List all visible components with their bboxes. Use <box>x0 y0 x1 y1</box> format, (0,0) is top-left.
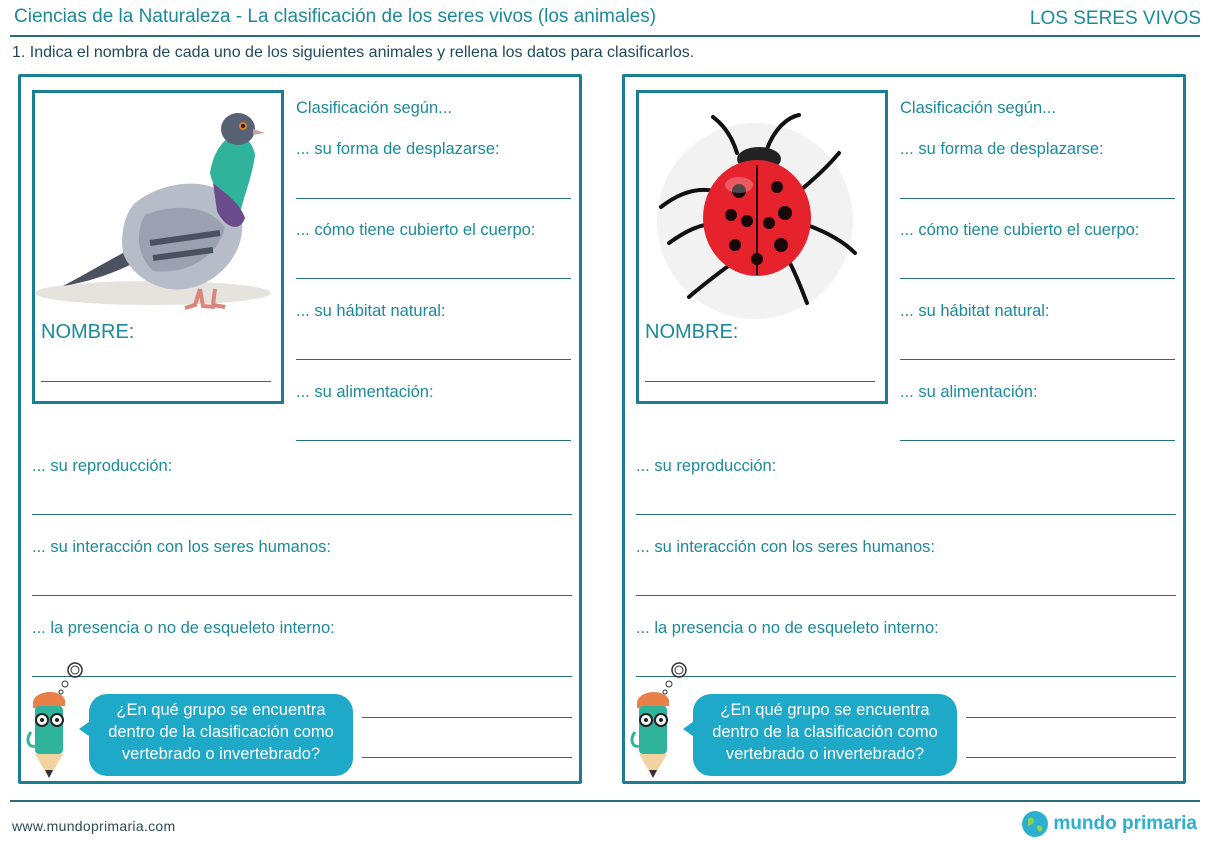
answer-line-group-2[interactable] <box>966 757 1176 758</box>
pigeon-icon <box>35 93 281 323</box>
question-interaction: ... su interacción con los seres humanos: <box>636 538 935 556</box>
brand-name: mundo primaria <box>1053 813 1197 834</box>
question-reproduction: ... su reproducción: <box>636 457 777 475</box>
answer-line-food[interactable] <box>900 440 1175 441</box>
answer-line-group-2[interactable] <box>362 757 572 758</box>
answer-line-interaction[interactable] <box>636 595 1176 596</box>
classification-heading: Clasificación según... <box>900 99 1056 117</box>
name-answer-line[interactable] <box>41 381 271 382</box>
answer-line-interaction[interactable] <box>32 595 572 596</box>
answer-line-food[interactable] <box>296 440 571 441</box>
animal-card-pigeon <box>18 74 582 784</box>
question-food: ... su alimentación: <box>900 383 1038 401</box>
answer-line-covering[interactable] <box>296 278 571 279</box>
question-food: ... su alimentación: <box>296 383 434 401</box>
name-label: NOMBRE: <box>41 321 135 343</box>
animal-card-ladybug <box>622 74 1186 784</box>
header-divider <box>10 35 1200 37</box>
answer-line-habitat[interactable] <box>296 359 571 360</box>
brand-logo[interactable] <box>1021 810 1197 838</box>
question-covering: ... cómo tiene cubierto el cuerpo: <box>900 221 1140 239</box>
page-title: Ciencias de la Naturaleza - La clasificación de los seres vivos (los animales) <box>14 6 657 27</box>
ladybug-icon <box>639 93 885 323</box>
name-answer-line[interactable] <box>645 381 875 382</box>
question-habitat: ... su hábitat natural: <box>900 302 1050 320</box>
question-reproduction: ... su reproducción: <box>32 457 173 475</box>
speech-bubble: ¿En qué grupo se encuentra dentro de la clasificación como vertebrado o invertebrado? <box>693 694 957 776</box>
animal-photo-frame <box>636 90 888 404</box>
answer-line-movement[interactable] <box>296 198 571 199</box>
instruction-text: 1. Indica el nombra de cada uno de los siguientes animales y rellena los datos para clasificarlos. <box>12 44 695 61</box>
globe-icon <box>1021 810 1049 838</box>
question-interaction: ... su interacción con los seres humanos: <box>32 538 331 556</box>
classification-heading: Clasificación según... <box>296 99 452 117</box>
name-label: NOMBRE: <box>645 321 739 343</box>
question-habitat: ... su hábitat natural: <box>296 302 446 320</box>
question-skeleton: ... la presencia o no de esqueleto interno: <box>636 619 939 637</box>
answer-line-reproduction[interactable] <box>636 514 1176 515</box>
answer-line-habitat[interactable] <box>900 359 1175 360</box>
footer-url[interactable]: www.mundoprimaria.com <box>12 818 176 834</box>
answer-line-covering[interactable] <box>900 278 1175 279</box>
answer-line-skeleton[interactable] <box>636 676 1176 677</box>
answer-line-reproduction[interactable] <box>32 514 572 515</box>
speech-bubble: ¿En qué grupo se encuentra dentro de la clasificación como vertebrado o invertebrado? <box>89 694 353 776</box>
question-covering: ... cómo tiene cubierto el cuerpo: <box>296 221 536 239</box>
answer-line-group-1[interactable] <box>362 717 572 718</box>
question-movement: ... su forma de desplazarse: <box>900 140 1104 158</box>
answer-line-movement[interactable] <box>900 198 1175 199</box>
footer-divider <box>10 800 1200 802</box>
question-movement: ... su forma de desplazarse: <box>296 140 500 158</box>
answer-line-skeleton[interactable] <box>32 676 572 677</box>
question-skeleton: ... la presencia o no de esqueleto interno: <box>32 619 335 637</box>
animal-photo-frame <box>32 90 284 404</box>
topic-label: LOS SERES VIVOS <box>1029 8 1201 29</box>
answer-line-group-1[interactable] <box>966 717 1176 718</box>
